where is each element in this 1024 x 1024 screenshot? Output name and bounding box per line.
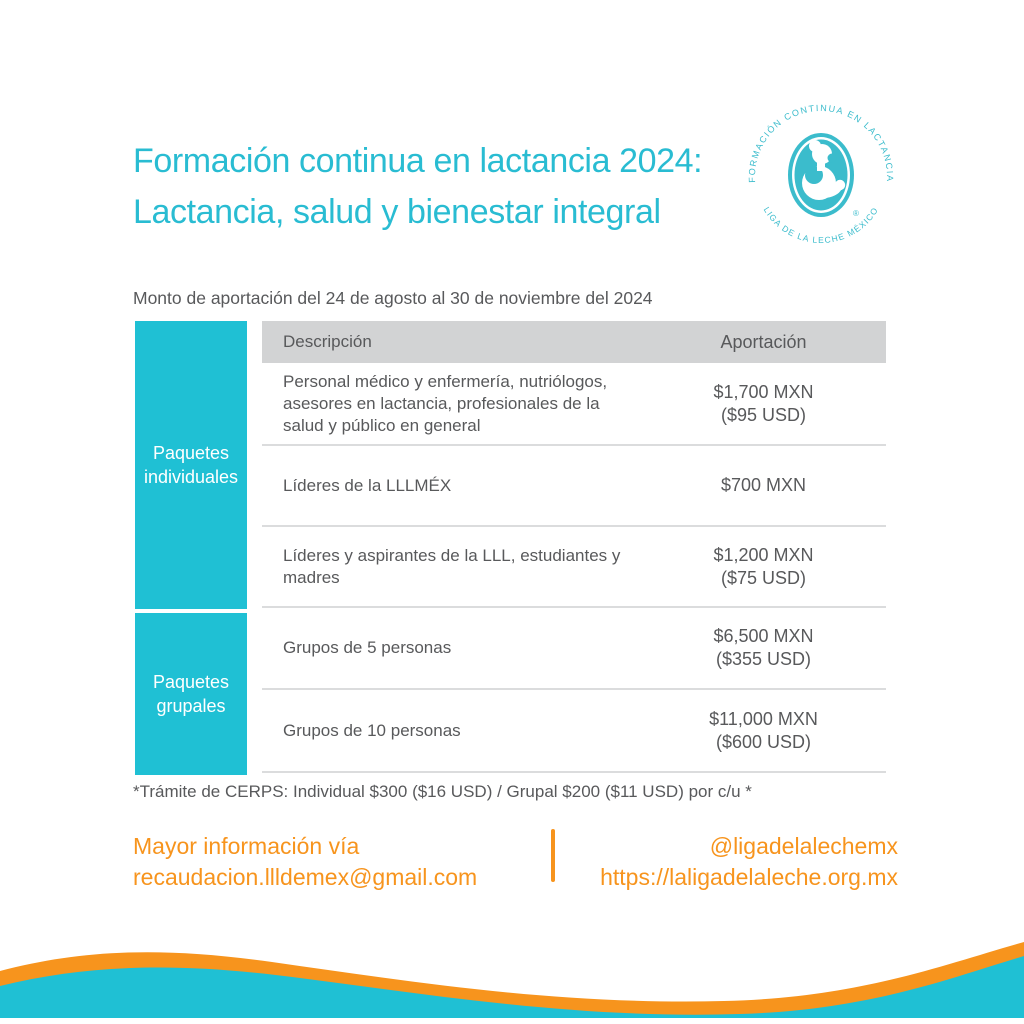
cerps-footnote: *Trámite de CERPS: Individual $300 ($16 USD) / Grupal $200 ($11 USD) por c/u * xyxy=(133,782,752,801)
table-row xyxy=(262,608,886,690)
row-description: Personal médico y enfermería, nutriólogos, asesores en lactancia, profesionales de la salud y público en general xyxy=(283,371,608,435)
contact-email-link[interactable]: recaudacion.llldemex@gmail.com xyxy=(133,864,478,890)
row-description: Grupos de 10 personas xyxy=(283,720,461,740)
logo-arc-bottom-text: LIGA DE LA LECHE MÉXICO xyxy=(761,205,881,245)
row-amount xyxy=(656,474,871,497)
group-label-line2: individuales xyxy=(143,467,239,487)
amount-mxn: $11,000 MXN xyxy=(709,708,818,729)
group-label-line2: grupales xyxy=(156,696,226,716)
pricing-table xyxy=(262,363,886,773)
footer-divider xyxy=(551,829,555,882)
website-link[interactable]: https://laligadelaleche.org.mx xyxy=(600,864,898,890)
row-amount xyxy=(656,625,871,671)
page-title-line2: Lactancia, salud y bienestar integral xyxy=(133,193,661,231)
table-row xyxy=(262,363,886,446)
column-header-description: Descripción xyxy=(283,332,372,351)
row-group-paquetes-individuales xyxy=(135,321,247,609)
registered-trademark-icon: ® xyxy=(853,209,859,218)
wave-decoration xyxy=(0,906,1024,1018)
dates-subtitle: Monto de aportación del 24 de agosto al 30 de noviembre del 2024 xyxy=(133,288,653,308)
table-row xyxy=(262,446,886,527)
page-title-line1: Formación continua en lactancia 2024: xyxy=(133,142,703,180)
contact-title: Mayor información vía xyxy=(133,833,360,859)
group-label-line1: Paquetes xyxy=(152,672,230,692)
amount-mxn: $1,200 MXN xyxy=(713,544,814,565)
social-handle-link[interactable]: @ligadelalechemx xyxy=(709,833,898,859)
amount-mxn: $6,500 MXN xyxy=(713,626,814,646)
social-block xyxy=(600,831,898,893)
row-description: Líderes y aspirantes de la LLL, estudiantes y madres xyxy=(283,545,621,587)
row-description: Grupos de 5 personas xyxy=(283,638,452,657)
row-amount xyxy=(656,708,871,754)
amount-usd: ($355 USD) xyxy=(715,649,812,669)
table-header xyxy=(262,321,886,363)
liga-de-la-leche-logo xyxy=(733,88,913,268)
row-amount xyxy=(656,381,871,427)
row-group-paquetes-grupales xyxy=(135,613,247,775)
amount-mxn: $1,700 MXN xyxy=(713,381,814,402)
amount-usd: ($75 USD) xyxy=(720,567,807,588)
table-row xyxy=(262,527,886,608)
column-header-amount: Aportación xyxy=(720,331,807,352)
table-row xyxy=(262,690,886,773)
amount-usd: ($600 USD) xyxy=(715,731,812,752)
amount-usd: ($95 USD) xyxy=(720,404,807,425)
row-description: Líderes de la LLLMÉX xyxy=(283,475,452,495)
mother-and-baby-emblem-icon xyxy=(733,88,913,268)
group-label-line1: Paquetes xyxy=(152,443,230,463)
logo-arc-top-text: FORMACIÓN CONTINUA EN LACTANCIA xyxy=(746,102,896,183)
contact-block xyxy=(133,831,477,893)
page-title xyxy=(133,136,702,238)
row-amount xyxy=(656,544,871,590)
amount-mxn: $700 MXN xyxy=(720,475,807,495)
